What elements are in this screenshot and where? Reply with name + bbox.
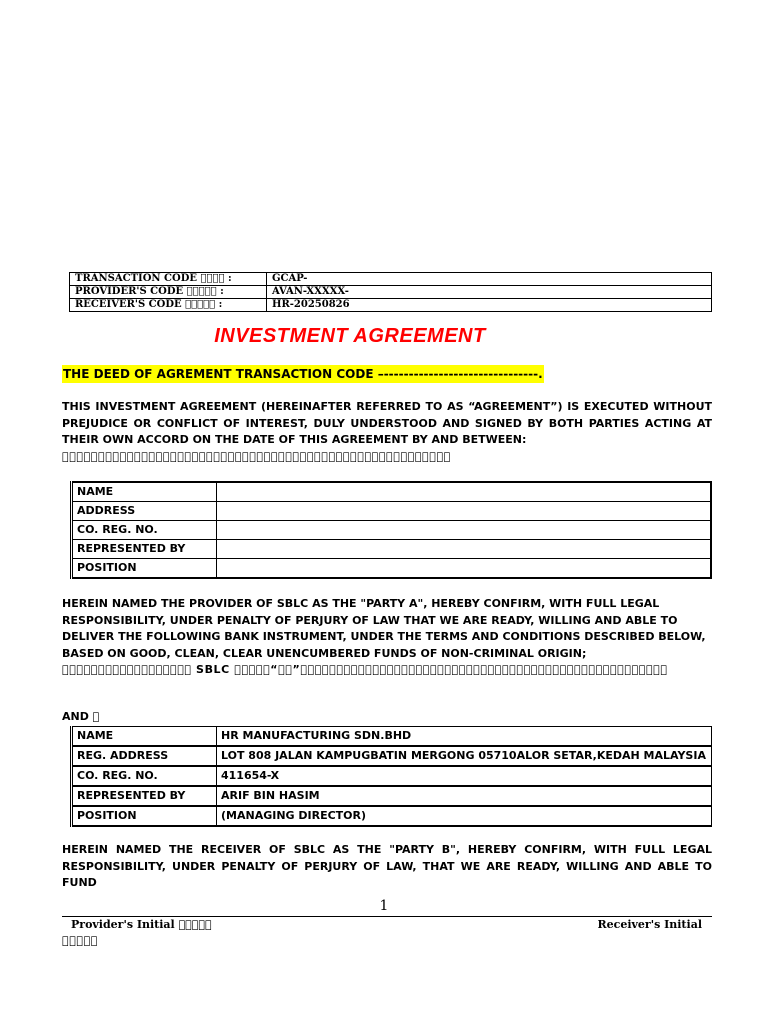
field-value xyxy=(217,521,712,540)
table-row xyxy=(72,559,712,579)
table-row xyxy=(72,806,712,826)
table-row xyxy=(72,746,712,766)
field-value: ARIF BIN HASIM xyxy=(217,786,712,806)
code-label: PROVIDER'S CODE       : xyxy=(70,286,267,299)
field-value xyxy=(217,502,712,521)
field-value xyxy=(217,559,712,579)
field-value: (MANAGING DIRECTOR) xyxy=(217,806,712,826)
table-row xyxy=(72,786,712,806)
party-a-table xyxy=(70,481,712,579)
field-value: 411654-X xyxy=(217,766,712,786)
footer-divider xyxy=(62,916,712,917)
provider-initial-label: Provider's Initial       xyxy=(71,918,212,931)
deed-transaction-line: THE DEED OF AGREMENT TRANSACTION CODE –-------------------------------. xyxy=(63,367,543,381)
table-row xyxy=(72,482,712,502)
document-title: INVESTMENT AGREEMENT      xyxy=(214,325,554,347)
field-value xyxy=(217,540,712,559)
table-row xyxy=(72,502,712,521)
receiver-initial-label: Receiver's Initial xyxy=(597,918,702,931)
field-label: REPRESENTED BY xyxy=(72,540,217,559)
code-value: GCAP- xyxy=(267,273,712,286)
field-value: LOT 808 JALAN KAMPUGBATIN MERGONG 05710ALOR SETAR,KEDAH MALAYSIA xyxy=(217,746,712,766)
and-label: AND   xyxy=(62,710,100,723)
party-b-paragraph: HEREIN NAMED THE RECEIVER OF SBLC AS THE "PARTY B", HEREBY CONFIRM, WITH FULL LEGAL RESPONSIBILITY, UNDER PENALTY OF PERJURY OF LAW, THAT WE ARE READY, WILLING AND ABLE TO FUND xyxy=(62,843,712,889)
party-b-table xyxy=(70,726,712,827)
table-row xyxy=(72,766,712,786)
table-row xyxy=(72,521,712,540)
field-label: CO. REG. NO. xyxy=(72,521,217,540)
field-label: NAME xyxy=(72,727,217,747)
field-value xyxy=(217,482,712,502)
page-number: 1 xyxy=(379,898,389,914)
code-label: TRANSACTION CODE      : xyxy=(70,273,267,286)
code-row xyxy=(70,286,712,299)
party-a-paragraph: HEREIN NAMED THE PROVIDER OF SBLC AS THE "PARTY A", HEREBY CONFIRM, WITH FULL LEGAL RESPONSIBILITY, UNDER PENALTY OF PERJURY OF LAW THAT WE ARE READY, WILLING AND ABLE TO DELIVER THE FOLLOWING BANK INSTRUMENT, UNDER THE TERMS AND CONDITIONS DESCRIBED BELOW, BASED ON GOOD, CLEAN, CLEAR UNENCUMBERED FUNDS OF NON-CRIMINAL ORIGIN; xyxy=(62,597,706,660)
field-label: POSITION xyxy=(72,559,217,579)
field-label: ADDRESS xyxy=(72,502,217,521)
field-label: NAME xyxy=(72,482,217,502)
field-label: REG. ADDRESS xyxy=(72,746,217,766)
field-label: POSITION xyxy=(72,806,217,826)
provider-initial-translation:       xyxy=(62,934,99,947)
table-row xyxy=(72,727,712,747)
field-label: CO. REG. NO. xyxy=(72,766,217,786)
code-row xyxy=(70,299,712,312)
code-value: AVAN-XXXXX- xyxy=(267,286,712,299)
intro-translation:                                                        xyxy=(62,450,451,463)
transaction-code-table xyxy=(69,272,712,312)
field-label: REPRESENTED BY xyxy=(72,786,217,806)
code-value: HR-20250826 xyxy=(267,299,712,312)
field-value: HR MANUFACTURING SDN.BHD xyxy=(217,727,712,747)
table-row xyxy=(72,540,712,559)
code-label: RECEIVER'S CODE       : xyxy=(70,299,267,312)
intro-paragraph: THIS INVESTMENT AGREEMENT (HEREINAFTER REFERRED TO AS “AGREEMENT”) IS EXECUTED WITHOUT PREJUDICE OR CONFLICT OF INTEREST, DULY UNDERSTOOD AND SIGNED BY BOTH PARTIES ACTING AT THEIR OWN ACCORD ON THE DATE OF THIS AGREEMENT BY AND BETWEEN: xyxy=(62,400,712,446)
code-row xyxy=(70,273,712,286)
party-a-translation:                    SBLC      “  ”                                                    xyxy=(62,663,668,676)
